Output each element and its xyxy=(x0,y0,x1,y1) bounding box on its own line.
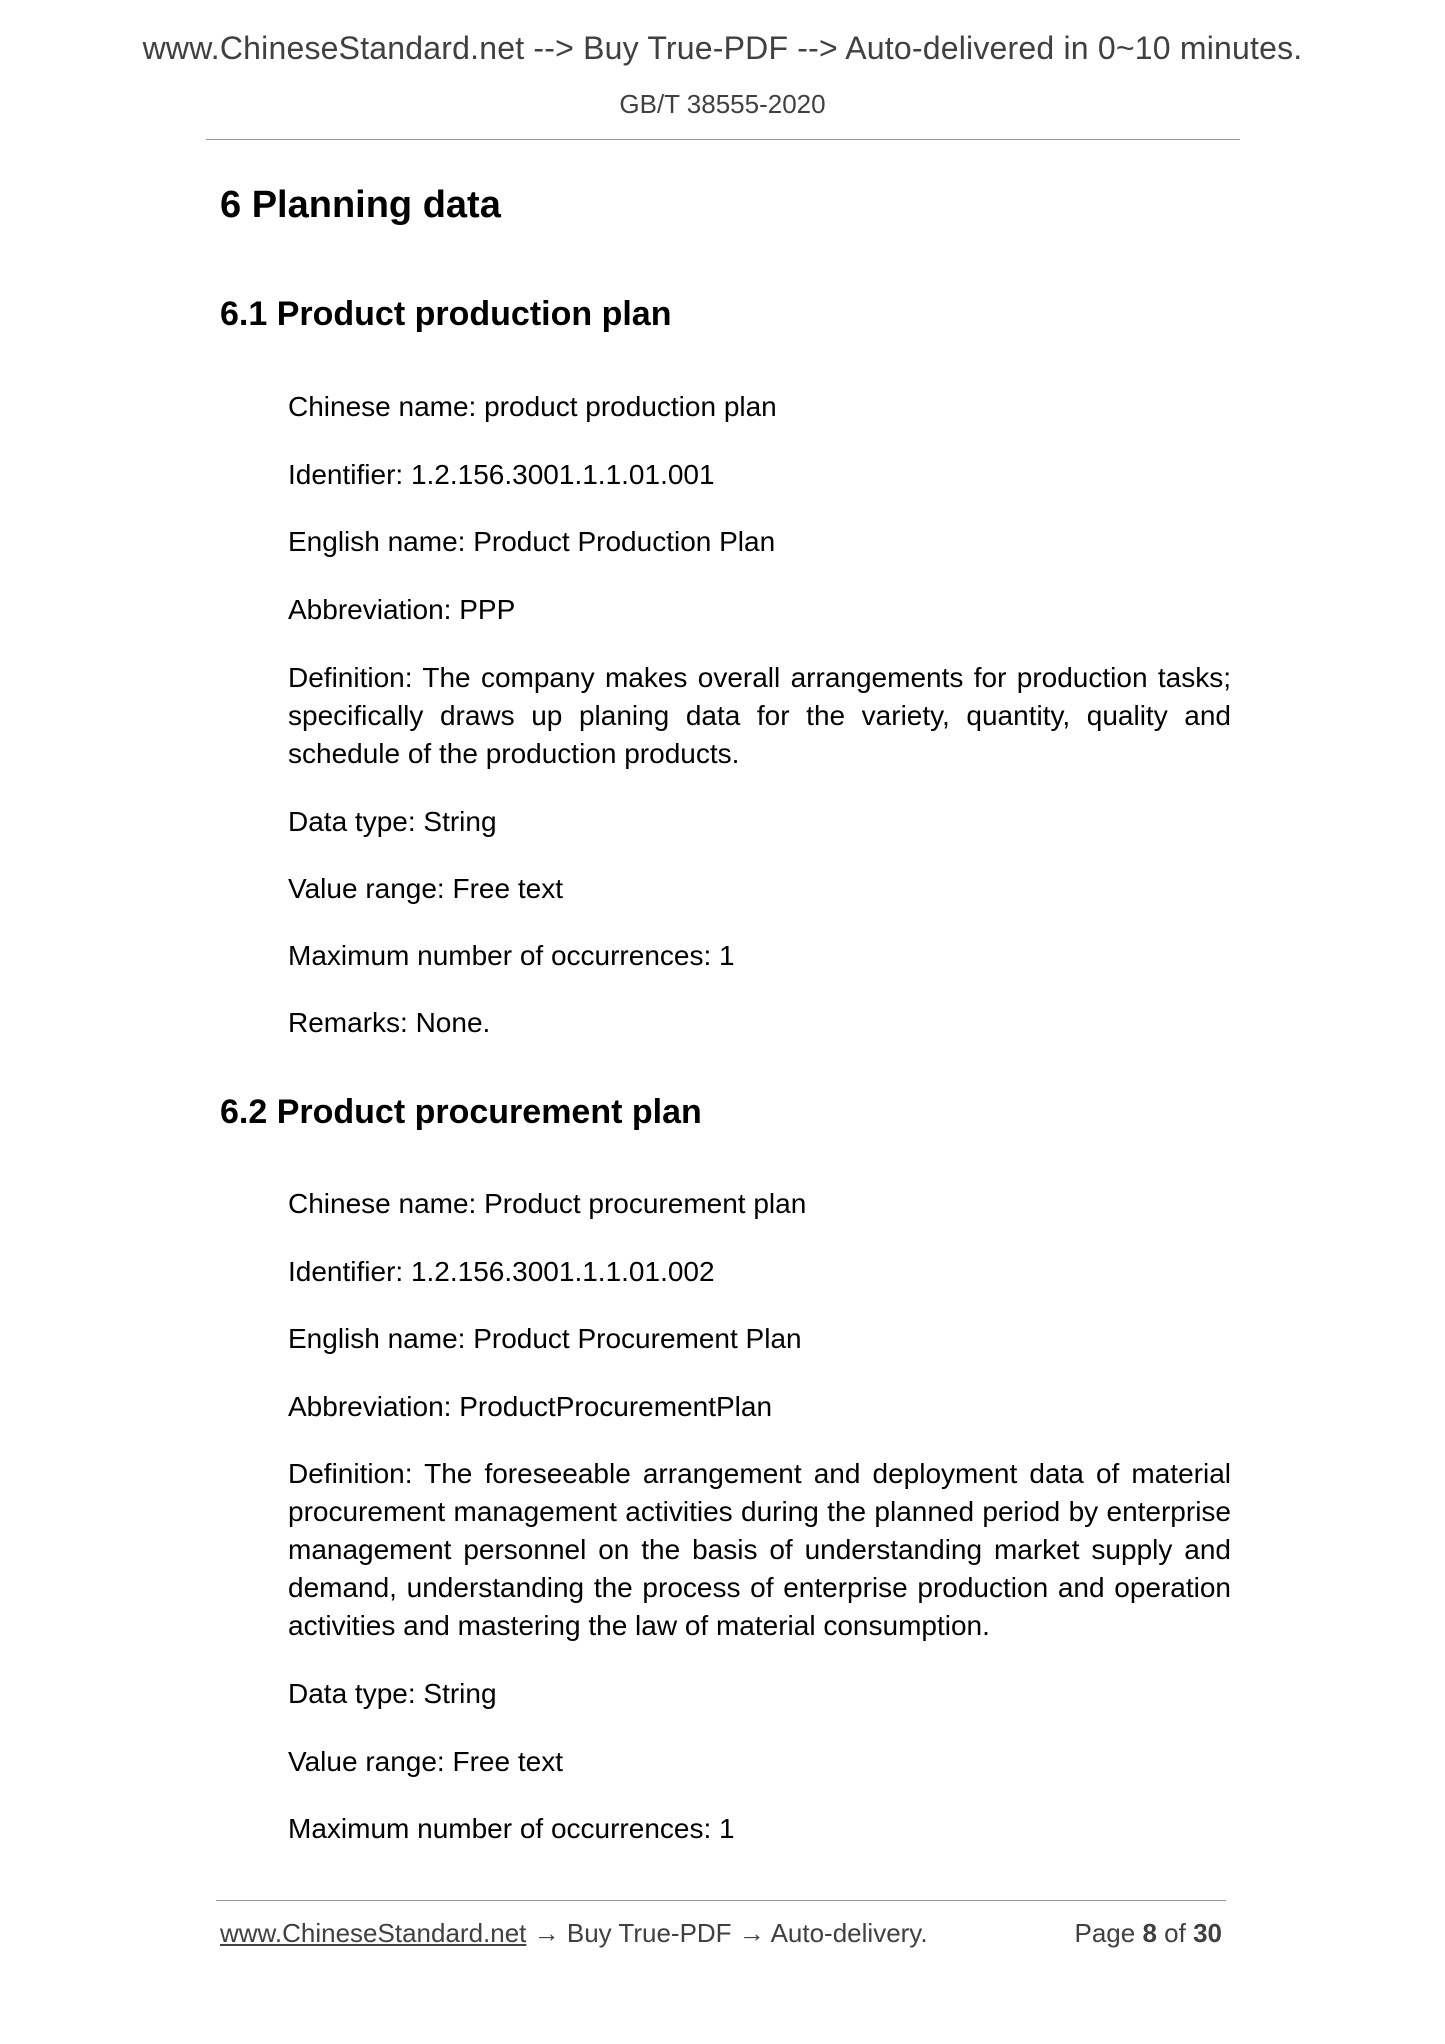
footer-divider xyxy=(216,1900,1226,1901)
max-occurrences: Maximum number of occurrences: 1 xyxy=(288,940,735,971)
top-banner: www.ChineseStandard.net --> Buy True-PDF --> Auto-delivered in 0~10 minutes. xyxy=(142,30,1303,66)
footer-site-link[interactable]: www.ChineseStandard.net xyxy=(220,1918,527,1948)
chinese-name: Chinese name: product production plan xyxy=(288,391,777,422)
page-total: 30 xyxy=(1193,1918,1222,1948)
chinese-name: Chinese name: Product procurement plan xyxy=(288,1188,807,1219)
data-type: Data type: String xyxy=(288,806,497,837)
page-footer xyxy=(220,1918,1226,1949)
remarks: Remarks: None. xyxy=(288,1007,491,1038)
definition: Definition: The foreseeable arrangement and deployment data of material procurement management activities during the planned period by enterprise management personnel on the basis of understanding market supply and demand, understanding the process of enterprise production and operation activities and mastering the law of material consumption. xyxy=(288,1458,1231,1641)
english-name: English name: Product Production Plan xyxy=(288,526,776,557)
english-name: English name: Product Procurement Plan xyxy=(288,1323,802,1354)
identifier: Identifier: 1.2.156.3001.1.1.01.002 xyxy=(288,1256,715,1287)
page-label: Page xyxy=(1074,1918,1136,1948)
section-title: 6 Planning data xyxy=(220,184,501,226)
identifier: Identifier: 1.2.156.3001.1.1.01.001 xyxy=(288,459,715,490)
standard-code: GB/T 38555-2020 xyxy=(619,89,826,119)
of-label: of xyxy=(1164,1918,1186,1948)
abbreviation: Abbreviation: ProductProcurementPlan xyxy=(288,1391,773,1422)
data-type: Data type: String xyxy=(288,1678,497,1709)
page-indicator xyxy=(1074,1918,1222,1949)
subsection-heading-6-1: 6.1 Product production plan xyxy=(220,295,672,333)
header-divider xyxy=(206,139,1240,140)
value-range: Value range: Free text xyxy=(288,1746,563,1777)
footer-tagline: → Buy True-PDF → Auto-delivery. xyxy=(526,1918,928,1948)
subsection-heading-6-2: 6.2 Product procurement plan xyxy=(220,1093,702,1131)
page-number: 8 xyxy=(1142,1918,1157,1948)
abbreviation: Abbreviation: PPP xyxy=(288,594,516,625)
value-range: Value range: Free text xyxy=(288,873,563,904)
definition: Definition: The company makes overall arrangements for production tasks; specifically draws up planing data for the variety, quantity, quality and schedule of the production products. xyxy=(288,662,1231,769)
max-occurrences: Maximum number of occurrences: 1 xyxy=(288,1813,735,1844)
